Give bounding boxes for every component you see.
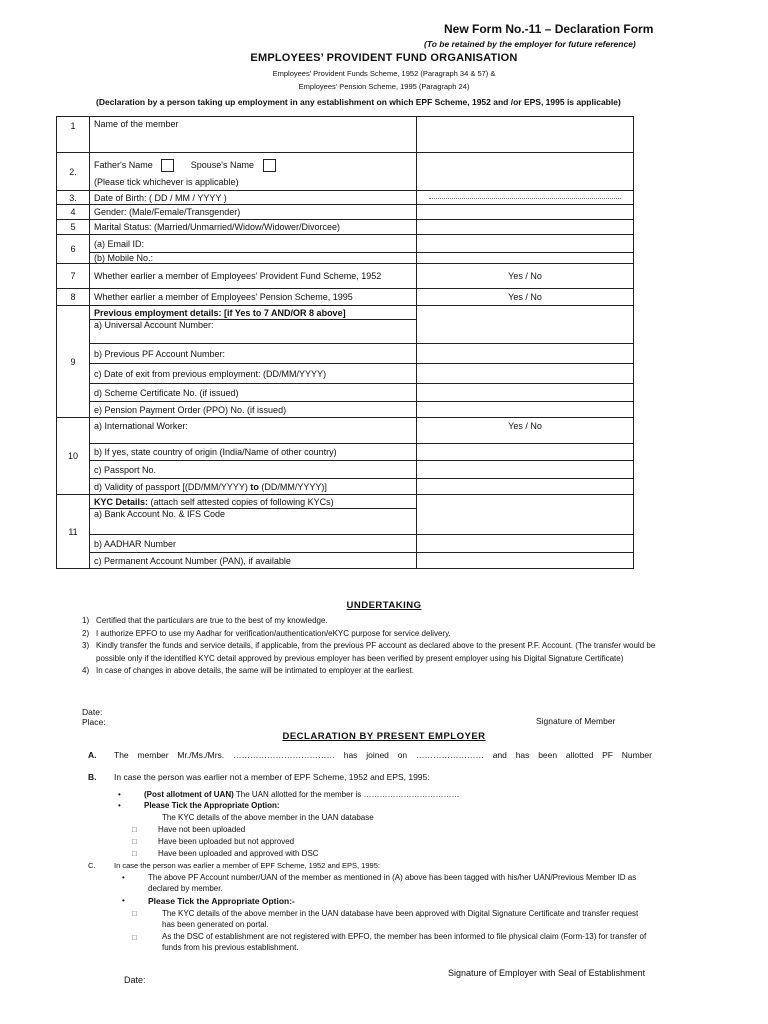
section-a [88,750,652,760]
international-worker-yes-no[interactable]: Yes / No [417,418,634,444]
row-mobile [57,253,634,264]
row-number: 2. [57,153,90,191]
c-option-2-label: As the DSC of establishment are not registered with EPFO, the member has been informed to file physical claim (Form-13) for transfer of funds from his previous establishment. [162,932,647,952]
row-email [57,235,634,253]
section-a-word: The [114,750,129,760]
email-field[interactable] [417,235,634,253]
passport-label: c) Passport No. [90,461,417,479]
section-b-letter: B. [88,772,97,782]
section-a-word: has [343,750,358,760]
place-label: Place: [82,717,106,727]
b-option-3-checkbox[interactable]: □ [132,849,137,858]
exit-date-label: c) Date of exit from previous employment: (DD/MM/YYYY) [90,364,417,384]
aadhar-field[interactable] [417,535,634,553]
row-passport [57,461,634,479]
post-allotment-line: (Post allotment of UAN) The UAN allotted for the member is ……………………………… [144,790,460,799]
father-spouse-name-field[interactable] [417,153,634,191]
scheme-line-2: Employees’ Pension Scheme, 1995 (Paragraph 24) [298,82,470,91]
b-option-1-checkbox[interactable]: □ [132,825,137,834]
retain-note: (To be retained by the employer for future reference) [424,39,636,49]
b-kyc-subtext: The KYC details of the above member in the UAN database [162,813,374,822]
undertaking-item: 1) Certified that the particulars are true to the best of my knowledge. [82,616,328,625]
row-dob [57,191,634,205]
row-number: 8 [57,289,90,306]
row-number: 3. [57,191,90,205]
b-option-1-label: Have not been uploaded [158,825,246,834]
section-a-word: allotted [565,750,594,760]
bank-account-label: a) Bank Account No. & IFS Code [90,509,417,535]
form-number: New Form No.-11 – Declaration Form [444,22,654,36]
prev-pf-label: b) Previous PF Account Number: [90,344,417,364]
passport-field[interactable] [417,461,634,479]
row-pan [57,553,634,569]
employer-declaration-title: DECLARATION BY PRESENT EMPLOYER [282,731,486,742]
organisation-title: EMPLOYEES’ PROVIDENT FUND ORGANISATION [250,52,518,64]
section-b-text: In case the person was earlier not a member of EPF Scheme, 1952 and EPS, 1995: [114,772,430,782]
row-kyc-heading [57,495,634,509]
dob-label: Date of Birth: ( DD / MM / YYYY ) [90,191,417,205]
international-worker-label: a) International Worker: [90,418,417,444]
bank-account-field[interactable] [417,495,634,535]
kyc-heading-note: (attach self attested copies of following KYCs) [150,496,334,507]
section-c-text: In case the person was earlier a member of EPF Scheme, 1952 and EPS, 1995: [114,861,380,870]
passport-validity-label [90,479,417,495]
c-tick-option-heading: Please Tick the Appropriate Option:- [148,896,295,906]
passport-validity-field[interactable] [417,479,634,495]
email-label: (a) Email ID: [90,235,417,253]
prev-employment-heading: Previous employment details: [if Yes to 7 AND/OR 8 above] [90,306,417,320]
validity-suffix: (DD/MM/YYYY)] [261,481,327,492]
employer-signature-label: Signature of Employer with Seal of Establishment [448,968,646,978]
epf-member-label: Whether earlier a member of Employees’ Provident Fund Scheme, 1952 [90,264,417,289]
row-gender [57,205,634,220]
row-number: 4 [57,205,90,220]
row-number: 9 [57,306,90,418]
section-a-word: Mr./Ms./Mrs. [177,750,225,760]
fathers-name-checkbox[interactable] [161,159,174,172]
prev-pf-field[interactable] [417,344,634,364]
section-a-letter: A. [88,750,97,760]
country-origin-field[interactable] [417,444,634,461]
exit-date-field[interactable] [417,364,634,384]
section-a-word: ……………………………… [232,750,335,760]
dob-field[interactable] [417,191,634,205]
country-origin-label: b) If yes, state country of origin (India/Name of other country) [90,444,417,461]
spouses-name-checkbox[interactable] [263,159,276,172]
member-signature-label: Signature of Member [536,716,616,726]
scheme-cert-field[interactable] [417,384,634,402]
row-passport-validity [57,479,634,495]
validity-to: to [250,481,259,492]
row-epf-member [57,264,634,289]
section-a-word: on [397,750,408,760]
section-a-word: …………………… [415,750,484,760]
row-father-spouse [57,153,634,191]
row-scheme-cert [57,384,634,402]
ppo-field[interactable] [417,402,634,418]
c-option-1-checkbox[interactable]: □ [132,909,137,918]
section-a-word: and [492,750,507,760]
uan-field[interactable] [417,306,634,344]
b-option-3-label: Have been uploaded and approved with DSC [158,849,319,858]
spouses-name-label: Spouse's Name [190,159,255,170]
row-number: 11 [57,495,90,569]
b-tick-option-heading: Please Tick the Appropriate Option: [144,801,280,810]
undertaking-item: 3) Kindly transfer the funds and service details, if applicable, from the previous PF account as declared above to the present P.F. Account. (The transfer would be possible only if the identified KYC detail approved by previous employer has been verified by present employer using his Digital Signature Certificate) [82,641,656,663]
row-exit-date [57,364,634,384]
row-number: 5 [57,220,90,235]
section-a-word: Number [621,750,652,760]
c-tagged-statement: The above PF Account number/UAN of the member as mentioned in (A) above has been tagged with his/her UAN/Previous Member ID as declared by member. [148,873,637,893]
bullet-icon: • [122,873,125,882]
undertaking-list [82,615,682,678]
fathers-name-label: Father's Name [94,159,153,170]
marital-status-field[interactable] [417,220,634,235]
father-spouse-cell [90,153,417,191]
undertaking-item: 4) In case of changes in above details, the same will be intimated to employer at the earliest. [82,666,414,675]
kyc-heading [90,495,417,509]
bullet-icon: • [122,896,125,905]
ppo-label: e) Pension Payment Order (PPO) No. (if issued) [90,402,417,418]
mobile-field[interactable] [417,253,634,264]
scheme-line-1: Employees’ Provident Funds Scheme, 1952 (Paragraph 34 & 57) & [272,69,496,78]
row-number: 6 [57,235,90,264]
eps-member-yes-no[interactable]: Yes / No [417,289,634,306]
c-option-2-checkbox[interactable]: □ [132,933,137,942]
section-c-letter: C. [88,861,96,870]
row-prev-pf [57,344,634,364]
aadhar-label: b) AADHAR Number [90,535,417,553]
uan-label: a) Universal Account Number: [90,320,417,344]
section-a-word: has [515,750,530,760]
row-eps-member [57,289,634,306]
marital-status-label: Marital Status: (Married/Unmarried/Widow/Widower/Divorcee) [90,220,417,235]
undertaking-title: UNDERTAKING [346,600,422,611]
mobile-label: (b) Mobile No.: [90,253,417,264]
validity-prefix: d) Validity of passport [(DD/MM/YYYY) [94,481,248,492]
epf-member-yes-no[interactable]: Yes / No [417,264,634,289]
gender-field[interactable] [417,205,634,220]
undertaking-item: 2) I authorize EPFO to use my Aadhar for verification/authentication/eKYC purpose for service delivery. [82,628,451,638]
pan-field[interactable] [417,553,634,569]
eps-member-label: Whether earlier a member of Employees’ Pension Scheme, 1995 [90,289,417,306]
row-number: 7 [57,264,90,289]
member-name-label: Name of the member [90,117,417,153]
employer-date-label: Date: [124,975,146,985]
row-aadhar [57,535,634,553]
b-option-2-checkbox[interactable]: □ [132,837,137,846]
member-date-place [82,707,106,727]
row-name [57,117,634,153]
row-international-worker [57,418,634,444]
section-a-word: joined [366,750,389,760]
declaration-note: (Declaration by a person taking up employment in any establishment on which EPF Scheme, 1952 and /or EPS, 1995 is applicable) [96,97,621,107]
section-a-word: been [538,750,558,760]
date-label: Date: [82,707,103,717]
section-a-text [114,750,652,760]
tick-hint: (Please tick whichever is applicable) [94,177,239,187]
kyc-heading-bold: KYC Details: [94,496,149,507]
dob-dotted-line [429,197,620,199]
row-ppo [57,402,634,418]
row-number: 10 [57,418,90,495]
row-marital-status [57,220,634,235]
bullet-icon: • [118,801,121,810]
row-prev-employment-heading [57,306,634,320]
b-option-2-label: Have been uploaded but not approved [158,837,295,846]
pan-label: c) Permanent Account Number (PAN), if available [90,553,417,569]
gender-label: Gender: (Male/Female/Transgender) [90,205,417,220]
bullet-icon: • [118,790,121,799]
row-country-origin [57,444,634,461]
scheme-cert-label: d) Scheme Certificate No. (if issued) [90,384,417,402]
member-name-field[interactable] [417,117,634,153]
row-number: 1 [57,117,90,153]
member-details-table [56,116,634,569]
section-a-word: PF [602,750,613,760]
c-option-1-label: The KYC details of the above member in the UAN database have been approved with Digital Signature Certificate and transfer request has been generated on portal. [162,909,639,929]
section-a-word: member [137,750,169,760]
